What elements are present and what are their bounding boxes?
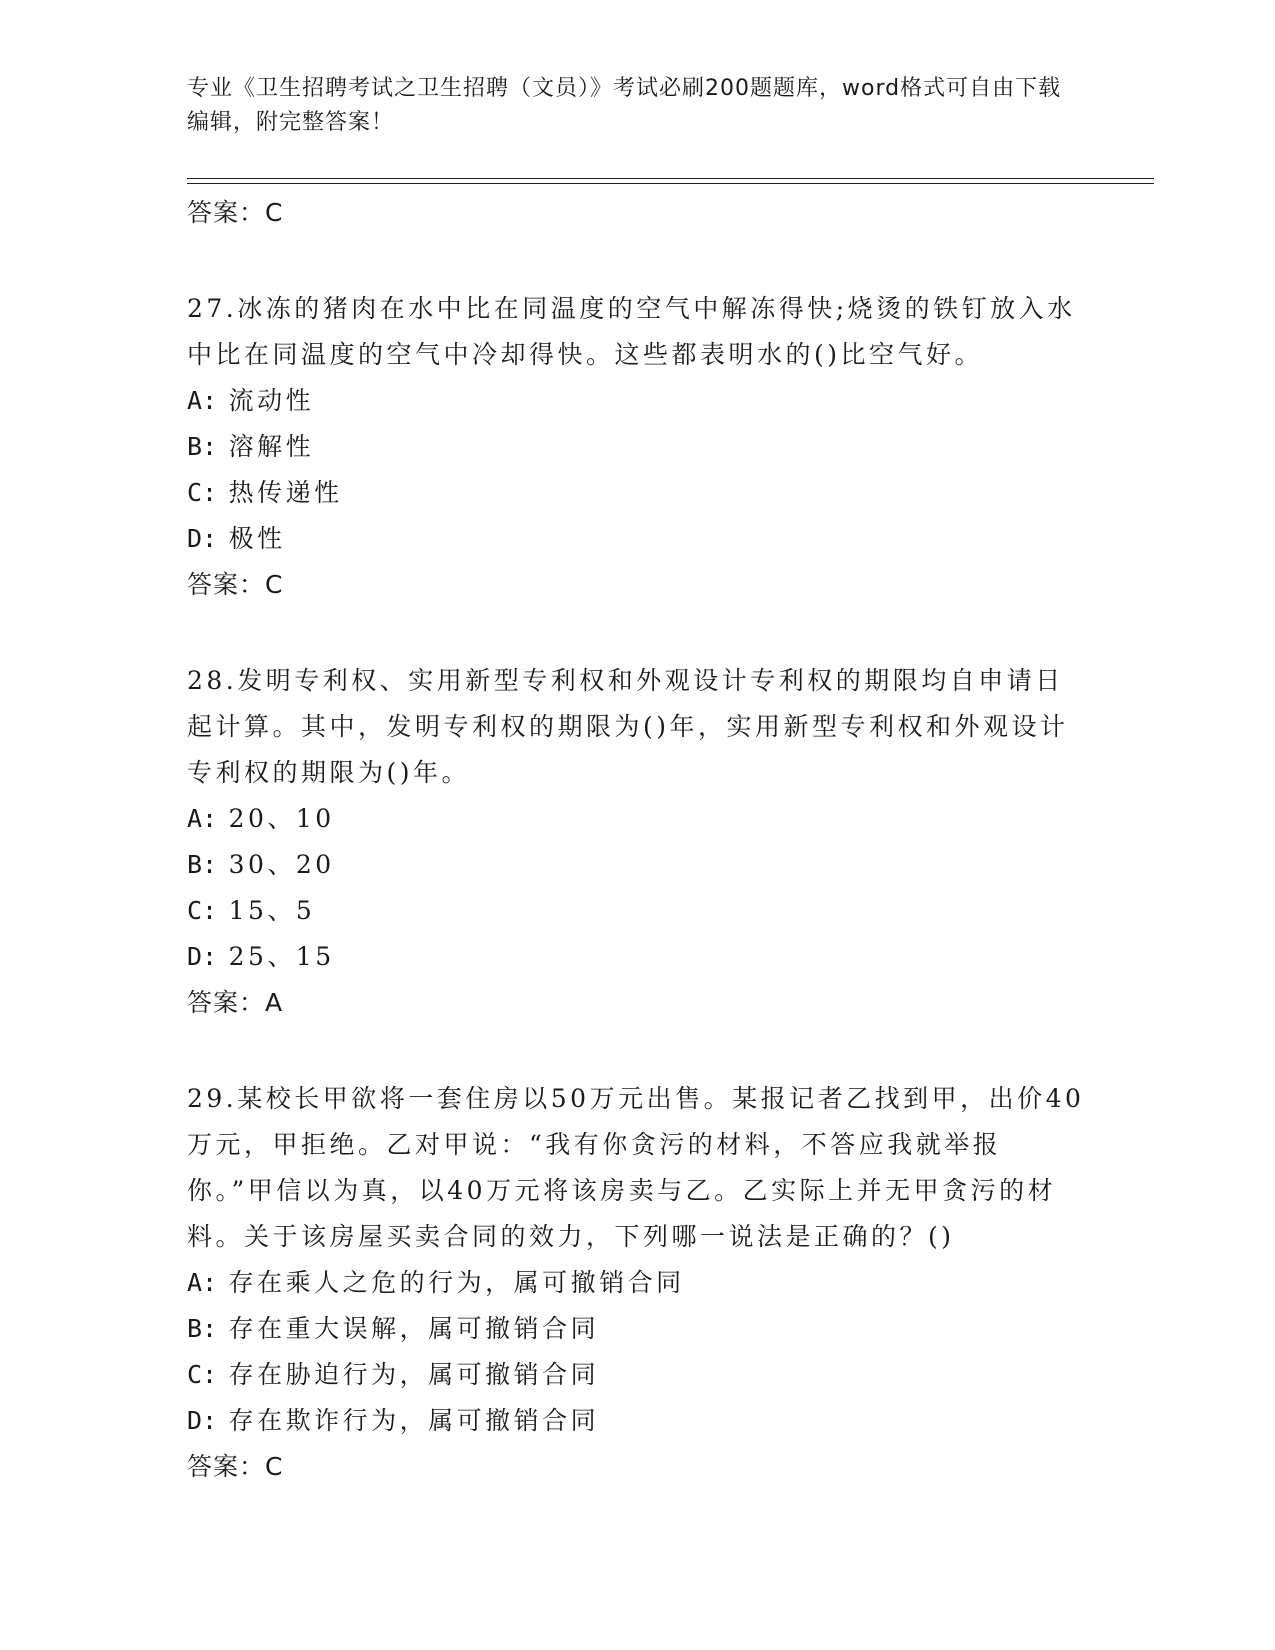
option-c bbox=[187, 888, 1087, 934]
option-text: 热传递性 bbox=[228, 478, 343, 507]
option-text: 15、5 bbox=[228, 896, 316, 925]
question-answer: 答案：A bbox=[187, 988, 284, 1017]
question-stem: 27.冰冻的猪肉在水中比在同温度的空气中解冻得快;烧烫的铁钉放入水中比在同温度的空气中冷却得快。这些都表明水的()比空气好。 bbox=[187, 294, 1076, 369]
question-answer: 答案：C bbox=[187, 570, 284, 599]
option-text: 存在欺诈行为，属可撤销合同 bbox=[228, 1406, 600, 1435]
option-d bbox=[187, 516, 1087, 562]
option-text: 存在胁迫行为，属可撤销合同 bbox=[228, 1360, 600, 1389]
option-key: D: bbox=[187, 942, 218, 971]
option-a bbox=[187, 378, 1087, 424]
question-stem: 29.某校长甲欲将一套住房以50万元出售。某报记者乙找到甲，出价40万元，甲拒绝。乙对甲说：“我有你贪污的材料，不答应我就举报你。”甲信以为真，以40万元将该房卖与乙。乙实际上并无甲贪污的材料。关于该房屋买卖合同的效力，下列哪一说法是正确的？() bbox=[187, 1084, 1085, 1251]
option-text: 30、20 bbox=[228, 850, 335, 879]
option-text: 存在重大误解，属可撤销合同 bbox=[228, 1314, 600, 1343]
option-text: 25、15 bbox=[228, 942, 335, 971]
option-b bbox=[187, 424, 1087, 470]
option-key: A: bbox=[187, 1268, 218, 1297]
option-key: B: bbox=[187, 1314, 218, 1343]
option-a bbox=[187, 796, 1087, 842]
option-key: A: bbox=[187, 804, 218, 833]
question-stem: 28.发明专利权、实用新型专利权和外观设计专利权的期限均自申请日起计算。其中，发明专利权的期限为()年，实用新型专利权和外观设计专利权的期限为()年。 bbox=[187, 666, 1069, 787]
option-key: D: bbox=[187, 524, 218, 553]
option-b bbox=[187, 1306, 1087, 1352]
option-key: D: bbox=[187, 1406, 218, 1435]
document-header: 专业《卫生招聘考试之卫生招聘（文员）》考试必刷200题题库，word格式可自由下载编辑，附完整答案！ bbox=[187, 76, 1062, 135]
option-text: 流动性 bbox=[228, 386, 315, 415]
option-key: C: bbox=[187, 1360, 218, 1389]
question-29 bbox=[187, 1076, 1087, 1490]
option-text: 溶解性 bbox=[228, 432, 315, 461]
option-key: C: bbox=[187, 478, 218, 507]
option-c bbox=[187, 470, 1087, 516]
question-list bbox=[187, 190, 1087, 1490]
option-text: 存在乘人之危的行为，属可撤销合同 bbox=[228, 1268, 685, 1297]
header-divider-top bbox=[187, 178, 1154, 179]
option-d bbox=[187, 934, 1087, 980]
question-27 bbox=[187, 286, 1087, 608]
option-key: B: bbox=[187, 432, 218, 461]
option-d bbox=[187, 1398, 1087, 1444]
previous-answer: 答案：C bbox=[187, 198, 284, 227]
option-a bbox=[187, 1260, 1087, 1306]
option-key: A: bbox=[187, 386, 218, 415]
option-c bbox=[187, 1352, 1087, 1398]
option-text: 极性 bbox=[228, 524, 286, 553]
option-key: B: bbox=[187, 850, 218, 879]
option-key: C: bbox=[187, 896, 218, 925]
header-divider-bottom bbox=[187, 183, 1154, 184]
question-28 bbox=[187, 658, 1087, 1026]
option-b bbox=[187, 842, 1087, 888]
question-answer: 答案：C bbox=[187, 1452, 284, 1481]
option-text: 20、10 bbox=[228, 804, 335, 833]
